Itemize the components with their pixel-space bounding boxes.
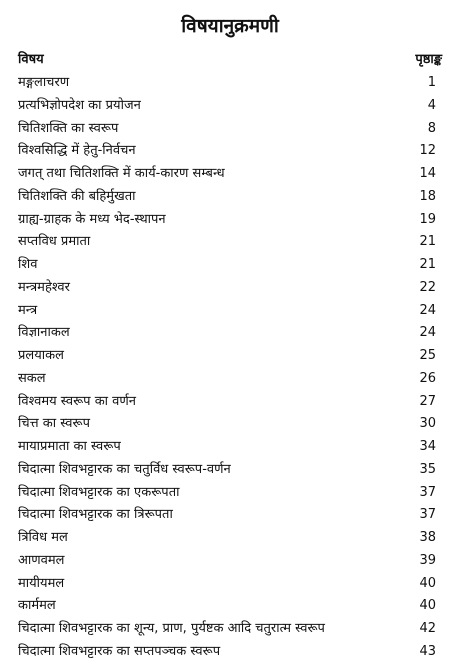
toc-entry	[18, 95, 442, 118]
toc-entry-title: ग्राह्य-ग्राहक के मध्य भेद-स्थापन	[18, 211, 166, 227]
toc-entry	[18, 413, 442, 436]
toc-entry	[18, 322, 442, 345]
toc-entry-title: विश्वसिद्धि में हेतु-निर्वचन	[18, 143, 136, 159]
toc-entry	[18, 277, 442, 300]
toc-entry-title: मन्त्रमहेश्वर	[18, 279, 70, 295]
page-title: विषयानुक्रमणी	[181, 15, 279, 37]
toc-entry	[18, 641, 442, 664]
toc-entry-page: 4	[427, 97, 436, 113]
toc-entry	[18, 368, 442, 391]
toc-entry	[18, 459, 442, 482]
toc-entry-page: 26	[419, 370, 436, 386]
toc-entry-page: 24	[419, 325, 436, 341]
toc-entry-title: चिदात्मा शिवभट्टारक का शून्य, प्राण, पुर्यष्टक आदि चतुरात्म स्वरूप	[18, 621, 325, 636]
toc-entry-title: शिव	[18, 257, 38, 272]
toc-entry-title: जगत् तथा चितिशक्ति में कार्य-कारण सम्बन्ध	[18, 166, 225, 181]
toc-entry-title: कार्ममल	[18, 598, 56, 614]
toc-entry	[18, 504, 442, 527]
toc-entry-page: 43	[419, 643, 436, 659]
toc-entry-title: प्रत्यभिज्ञोपदेश का प्रयोजन	[18, 97, 141, 113]
toc-entry-title: मङ्गलाचरण	[18, 75, 70, 90]
toc-entry	[18, 209, 442, 232]
toc-entry	[18, 482, 442, 505]
toc-entry-title: सकल	[18, 370, 46, 386]
toc-entry	[18, 550, 442, 573]
toc-entry-title: प्रलयाकल	[18, 348, 64, 363]
toc-entry	[18, 72, 442, 95]
toc-entry-title: त्रिविध मल	[18, 530, 68, 545]
toc-entry	[18, 254, 442, 277]
toc-entry-page: 42	[419, 621, 436, 636]
toc-entry-page: 14	[419, 166, 436, 181]
toc-entry-page: 34	[419, 439, 436, 454]
toc-entry-page: 37	[419, 507, 436, 523]
toc-entry-page: 27	[419, 393, 436, 409]
toc-entry-page: 18	[419, 188, 436, 204]
toc-entry	[18, 391, 442, 414]
subject-header: विषय	[18, 52, 44, 67]
toc-entry-title: सप्तविध प्रमाता	[18, 234, 91, 250]
toc-entry-title: मायीयमल	[18, 575, 65, 591]
toc-entry-title: चिदात्मा शिवभट्टारक का त्रिरूपता	[18, 507, 173, 523]
toc-entry-page: 30	[419, 416, 436, 432]
toc-entry-title: चित्त का स्वरूप	[18, 416, 90, 432]
page-number-header: पृष्ठाङ्क	[415, 52, 442, 67]
toc-entry	[18, 345, 442, 368]
toc-entry-page: 12	[419, 143, 436, 159]
toc-entry-title: चितिशक्ति की बहिर्मुखता	[18, 188, 136, 204]
toc-entry-title: चितिशक्ति का स्वरूप	[18, 120, 119, 136]
toc-entry	[18, 163, 442, 186]
toc-entry-page: 8	[427, 120, 436, 136]
toc-entry	[18, 118, 442, 141]
toc-entry-page: 40	[419, 575, 436, 591]
toc-entry-page: 21	[419, 257, 436, 272]
toc-entry-page: 21	[419, 234, 436, 250]
toc-entry	[18, 527, 442, 550]
toc-entry	[18, 573, 442, 596]
toc-entry	[18, 436, 442, 459]
toc-entry-page: 39	[419, 552, 436, 568]
toc-entry-page: 37	[419, 484, 436, 500]
toc-entry-title: विश्वमय स्वरूप का वर्णन	[18, 393, 137, 409]
toc-entry-page: 22	[419, 279, 436, 295]
toc-entry-page: 24	[419, 302, 436, 318]
toc-entry-page: 19	[419, 211, 436, 227]
toc-entry-title: मन्त्र	[18, 302, 38, 318]
toc-entry-page: 25	[419, 348, 436, 363]
toc-entry	[18, 618, 442, 641]
toc-entry	[18, 186, 442, 209]
toc-entry-title: आणवमल	[18, 552, 65, 568]
toc-entry-title: चिदात्मा शिवभट्टारक का एकरूपता	[18, 484, 180, 500]
toc-entry	[18, 300, 442, 323]
toc-entry-title: विज्ञानाकल	[18, 325, 70, 341]
toc-entry-title: मायाप्रमाता का स्वरूप	[18, 439, 121, 454]
toc-entry	[18, 231, 442, 254]
toc-list	[18, 72, 442, 664]
toc-entry-page: 40	[419, 598, 436, 614]
toc-entry-page: 38	[419, 530, 436, 545]
toc-entry-title: चिदात्मा शिवभट्टारक का सप्तपञ्चक स्वरूप	[18, 643, 221, 659]
toc-entry-title: चिदात्मा शिवभट्टारक का चतुर्विध स्वरूप-वर्णन	[18, 461, 231, 477]
toc-entry-page: 1	[427, 75, 436, 90]
toc-entry	[18, 140, 442, 163]
column-header	[18, 50, 442, 70]
toc-entry-page: 35	[419, 461, 436, 477]
toc-entry	[18, 595, 442, 618]
